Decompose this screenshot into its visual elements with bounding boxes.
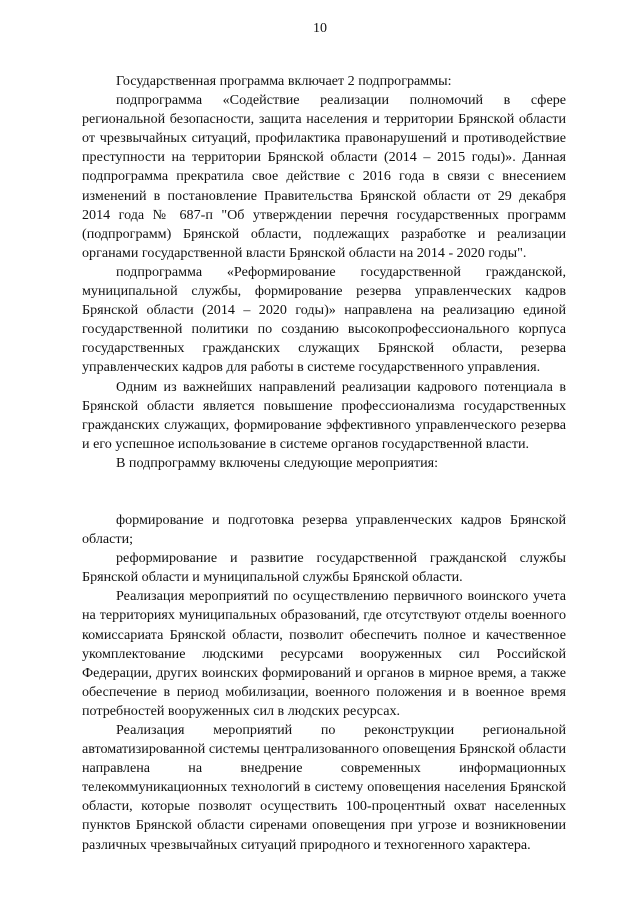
paragraph-subprogram-security: подпрограмма «Содействие реализации полномочий в сфере региональной безопасности, защита населения и территории Брянской области от чрезвычайных ситуаций, профилактика правонарушений и противодействие преступности на территории Брянской области (2014 – 2015 годы)». Данная подпрограмма прекратила свое действие с 2016 года в связи с внесением изменений в постановление Правительства Брянской области от 29 декабря 2014 года № 687-п "Об утверждении перечня государственных программ (подпрограмм) Брянской области, подлежащих разработке и реализации органами государственной власти Брянской области на 2014 - 2020 годы". — [82, 92, 566, 261]
paragraph-personnel-potential: Одним из важнейших направлений реализации кадрового потенциала в Брянской области является повышение профессионализма государственных гражданских служащих, формирование эффективного управленческого резерва и его успешное использование в системе органов государственной власти. — [82, 378, 566, 452]
paragraph-warning-system: Реализация мероприятий по реконструкции региональной автоматизированной системы централизованного оповещения Брянской области направлена на внедрение современных информационных телекоммуникационных технологий в систему оповещения населения Брянской области, которые позволят осуществить 100-процентный охват населенных пунктов Брянской области сиренами оповещения при угрозе и возникновении различных чрезвычайных ситуаций природного и техногенного характера. — [82, 722, 566, 853]
document-body — [82, 72, 566, 855]
paragraph-subprogram-civil-service: подпрограмма «Реформирование государственной гражданской, муниципальной службы, формирование резерва управленческих кадров Брянской области (2014 – 2020 годы)» направлена на реализацию единой государственной политики по созданию высокопрофессионального корпуса государственных гражданских служащих Брянской области, резерва управленческих кадров для работы в системе государственного управления. — [82, 263, 566, 376]
paragraph-measure-reform: реформирование и развитие государственной гражданской службы Брянской области и муниципальной службы Брянской области. — [82, 550, 566, 586]
paragraph-measures-intro: В подпрограмму включены следующие мероприятия: — [116, 454, 439, 471]
paragraph-measure-reserve: формирование и подготовка резерва управленческих кадров Брянской области; — [82, 511, 566, 548]
paragraph-program-intro: Государственная программа включает 2 подпрограммы: — [116, 73, 452, 89]
page-number: 10 — [313, 21, 327, 36]
paragraph-military-registration: Реализация мероприятий по осуществлению первичного воинского учета на территориях муниципальных образований, где отсутствуют отделы военного комиссариата Брянской области, позволит обеспечить полное и качественное укомплектование людскими ресурсами вооруженных сил Российской Федерации, других воинских формирований и органов в мирное время, а также обеспечение в период мобилизации, военного положения и в военное время потребностей вооруженных сил в людских ресурсах. — [82, 588, 566, 719]
